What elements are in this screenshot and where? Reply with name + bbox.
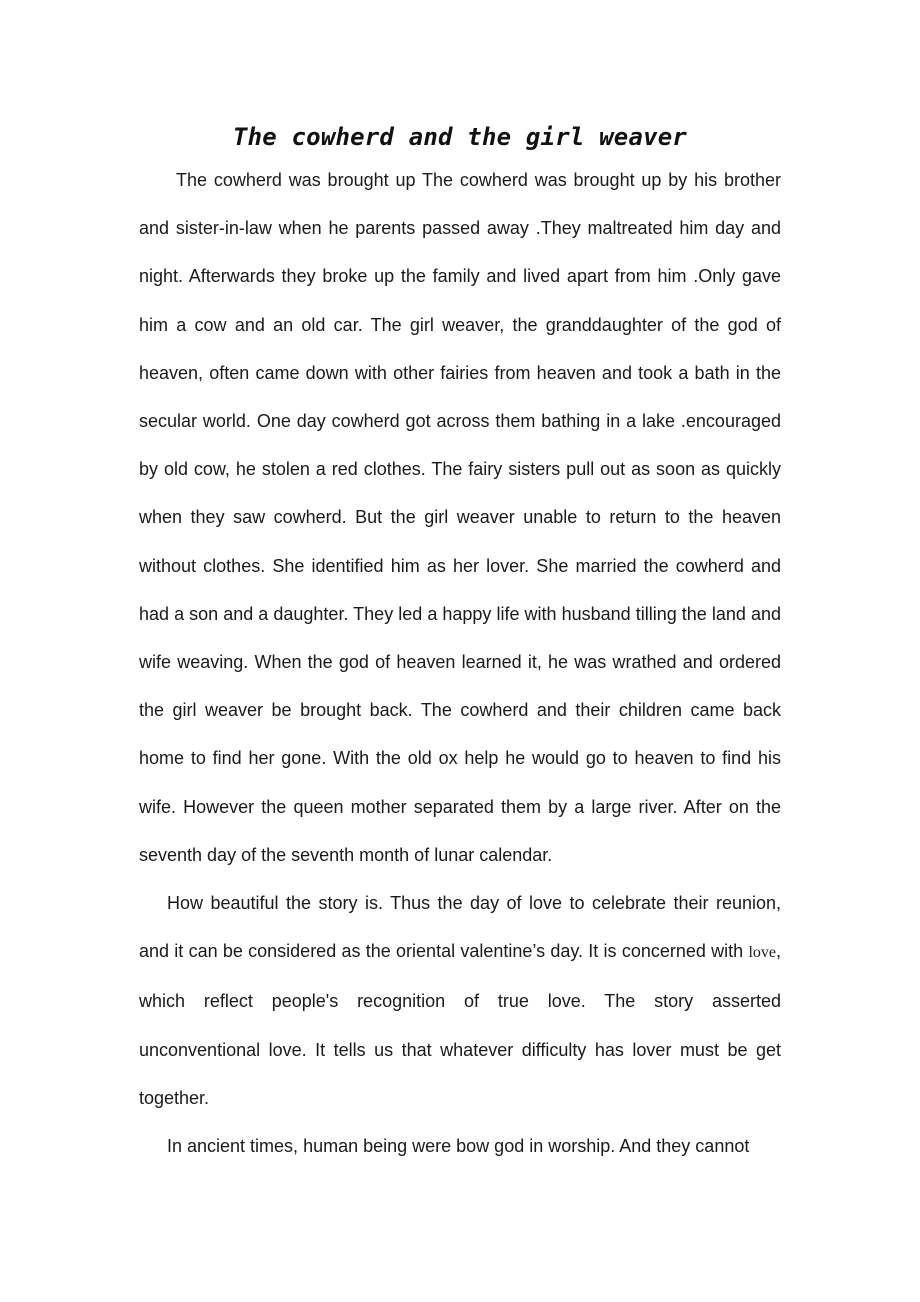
paragraph-1: The cowherd was brought up The cowherd was brought up by his brother and sister-in-law when he parents passed away .They maltreated him day and night. Afterwards they broke up the family and lived apart from him .Only gave him a cow and an old car. The girl weaver, the granddaughter of the god of heaven, often came down with other fairies from heaven and took a bath in the secular world. One day cowherd got across them bathing in a lake .encouraged by old cow, he stolen a red clothes. The fairy sisters pull out as soon as quickly when they saw cowherd. But the girl weaver unable to return to the heaven without clothes. She identified him as her lover. She married the cowherd and had a son and a daughter. They led a happy life with husband tilling the land and wife weaving. When the god of heaven learned it, he was wrathed and ordered the girl weaver be brought back. The cowherd and their children came back home to find her gone. With the old ox help he would go to heaven to find his wife. However the queen mother separated them by a large river. After on the seventh day of the seventh month of lunar calendar.: [139, 170, 781, 865]
document-body: [139, 156, 781, 1170]
document-title: The cowherd and the girl weaver: [232, 123, 688, 151]
paragraph-2-text-before: How beautiful the story is. Thus the day of love to celebrate their reunion, and it can be considered as the oriental valentine’s day. It is concerned with: [139, 893, 781, 962]
paragraph-3: In ancient times, human being were bow god in worship. And they cannot: [167, 1136, 750, 1157]
paragraph-2-text-after: , which reflect people's recognition of true love. The story asserted unconventional love. It tells us that whatever difficulty has lover must be get together.: [139, 941, 781, 1108]
paragraph-2-serif-word: love: [748, 944, 776, 962]
paragraph-2: [139, 879, 781, 1122]
